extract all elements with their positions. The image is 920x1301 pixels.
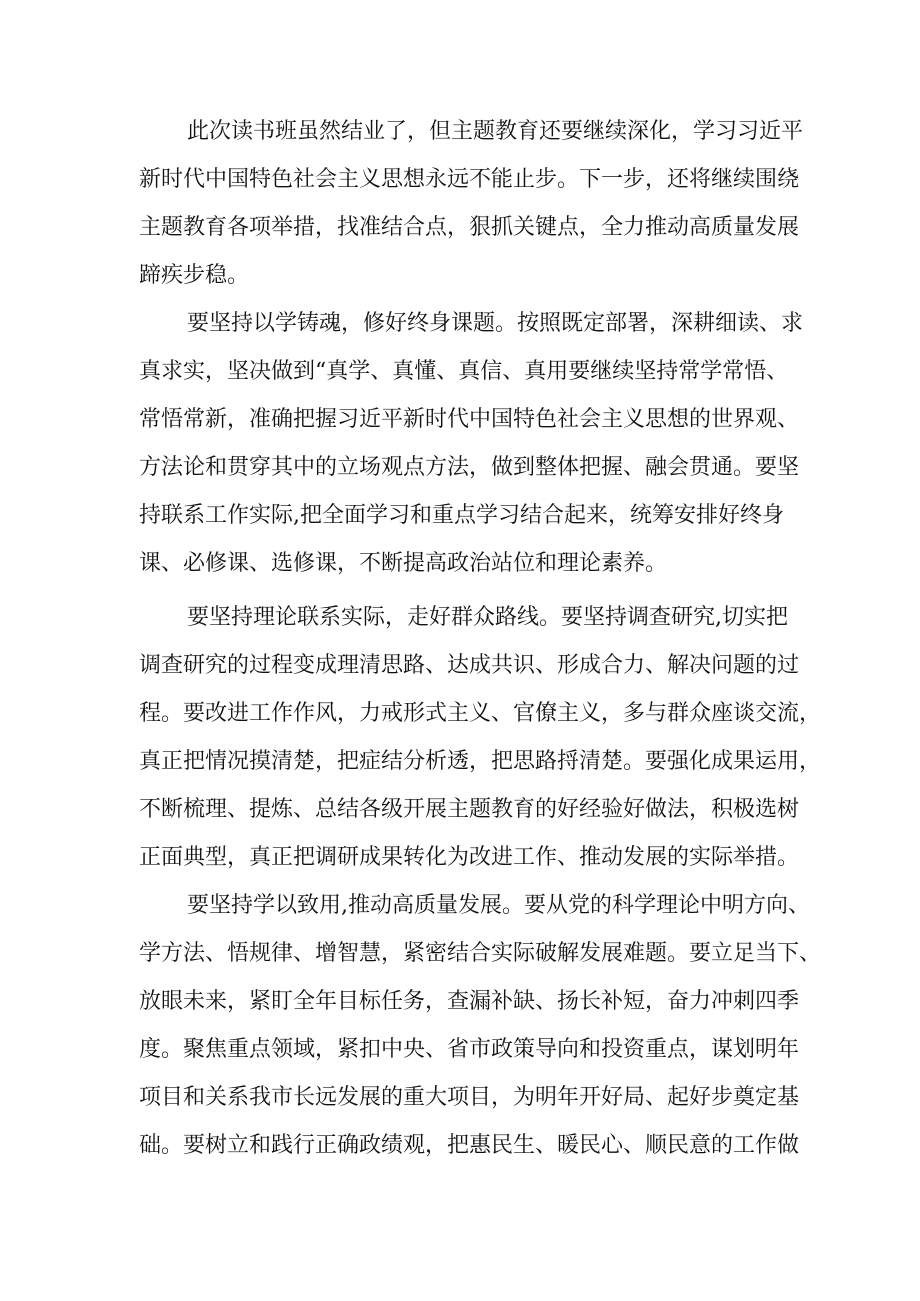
text-line: 度。聚焦重点领域，紧扣中央、省市政策导向和投资重点，谋划明年 <box>139 1037 800 1062</box>
text-line: 要坚持学以致用,推动高质量发展。要从党的科学理论中明方向、 <box>187 893 810 918</box>
text-line: 放眼未来，紧盯全年目标任务，查漏补缺、扬长补短，奋力冲刺四季 <box>139 989 800 1014</box>
text-line: 项目和关系我市长远发展的重大项目，为明年开好局、起好步奠定基 <box>139 1085 800 1110</box>
text-line: 要坚持理论联系实际，走好群众路线。要坚持调查研究,切实把 <box>187 605 788 630</box>
text-line: 要坚持以学铸魂，修好终身课题。按照既定部署，深耕细读、求 <box>187 311 804 336</box>
text-line: 调查研究的过程变成理清思路、达成共识、形成合力、解决问题的过 <box>139 653 800 678</box>
text-line: 真正把情况摸清楚，把症结分析透，把思路捋清楚。要强化成果运用， <box>139 749 822 774</box>
text-line: 方法论和贯穿其中的立场观点方法，做到整体把握、融会贯通。要坚 <box>139 455 800 480</box>
text-line: 此次读书班虽然结业了，但主题教育还要继续深化，学习习近平 <box>187 119 804 144</box>
text-line: 础。要树立和践行正确政绩观，把惠民生、暖民心、顺民意的工作做 <box>139 1133 800 1158</box>
text-line: 正面典型，真正把调研成果转化为改进工作、推动发展的实际举措。 <box>139 845 800 870</box>
text-line: 学方法、悟规律、增智慧，紧密结合实际破解发展难题。要立足当下、 <box>139 941 822 966</box>
text-line: 持联系工作实际,把全面学习和重点学习结合起来，统筹安排好终身 <box>139 503 784 528</box>
text-line: 新时代中国特色社会主义思想永远不能止步。下一步，还将继续围绕 <box>139 167 800 192</box>
text-line: 真求实，坚决做到“真学、真懂、真信、真用要继续坚持常学常悟、 <box>139 359 789 384</box>
text-line: 蹄疾步稳。 <box>139 263 250 288</box>
text-line: 主题教育各项举措，找准结合点，狠抓关键点，全力推动高质量发展 <box>139 215 800 240</box>
text-line: 程。要改进工作作风，力戒形式主义、官僚主义，多与群众座谈交流， <box>139 701 822 726</box>
text-line: 课、必修课、选修课，不断提高政治站位和理论素养。 <box>139 551 668 576</box>
text-line: 不断梳理、提炼、总结各级开展主题教育的好经验好做法，积极选树 <box>139 797 800 822</box>
text-line: 常悟常新，准确把握习近平新时代中国特色社会主义思想的世界观、 <box>139 407 800 432</box>
